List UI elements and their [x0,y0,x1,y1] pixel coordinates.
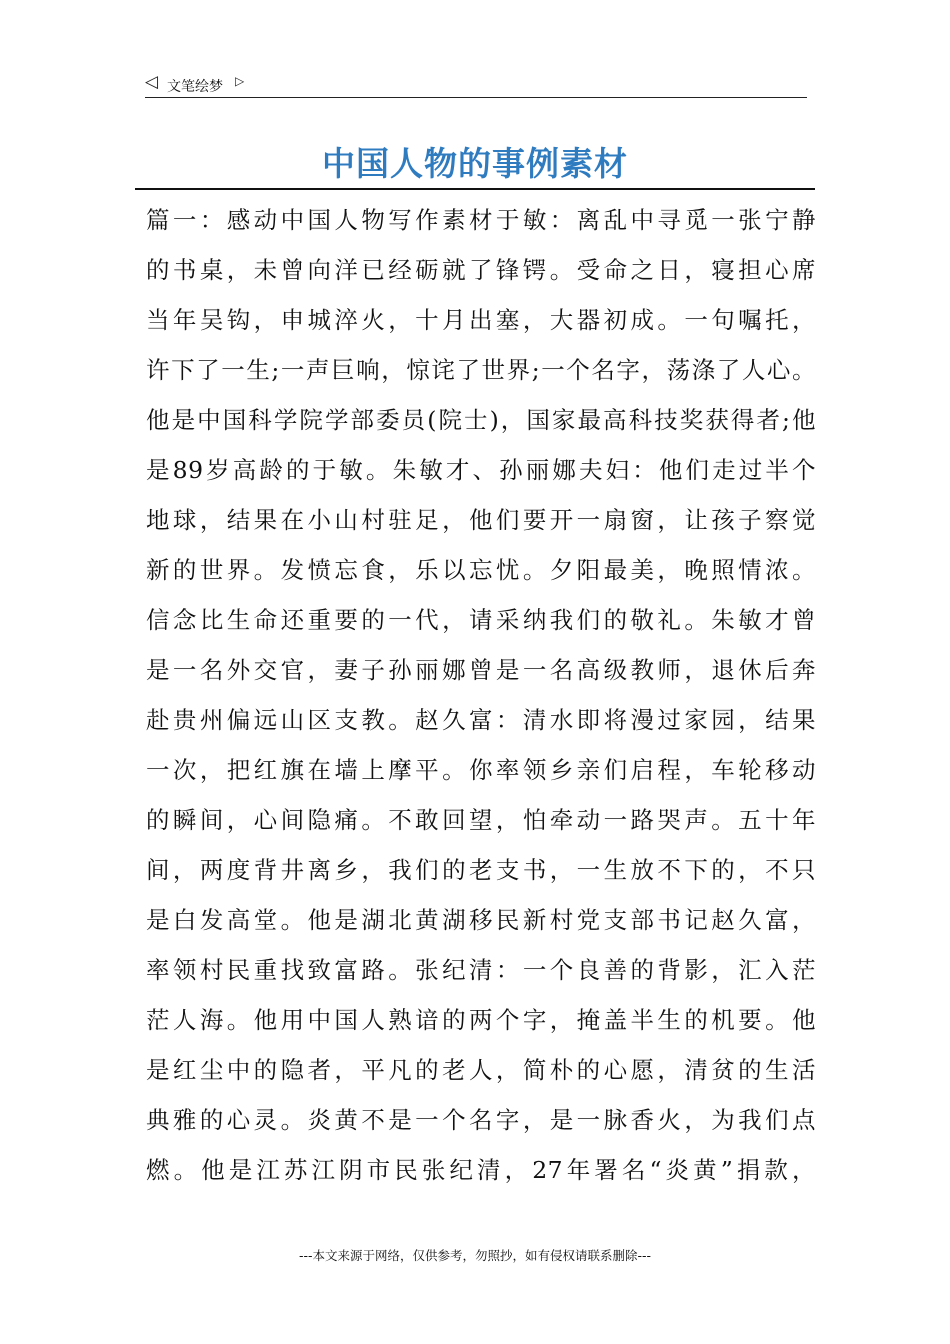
text-line: 篇一：感动中国人物写作素材于敏：离乱中寻觅一张宁静 [146,206,816,234]
text-line: 茫人海。他用中国人熟谙的两个字，掩盖半生的机要。他 [146,1006,816,1034]
text-line: 是一名外交官，妻子孙丽娜曾是一名高级教师，退休后奔 [146,656,816,684]
text-line: 典雅的心灵。炎黄不是一个名字，是一脉香火，为我们点 [146,1106,816,1134]
text-line: 间，两度背井离乡，我们的老支书，一生放不下的，不只 [146,856,816,884]
text-line: 一次，把红旗在墙上摩平。你率领乡亲们启程，车轮移动 [146,756,816,784]
brand-name: 文笔绘梦 [167,79,223,95]
text-line: 许下了一生;一声巨响，惊诧了世界;一个名字，荡涤了人心。 [146,356,816,384]
page-header [145,74,807,98]
text-line: 是红尘中的隐者，平凡的老人，简朴的心愿，清贫的生活 [146,1056,816,1084]
body-text [146,195,816,1195]
text-line: 是89岁高龄的于敏。朱敏才、孙丽娜夫妇：他们走过半个 [146,456,816,484]
left-triangle-icon: ◁ [145,72,159,92]
header-divider [145,97,807,98]
text-line: 的瞬间，心间隐痛。不敢回望，怕牵动一路哭声。五十年 [146,806,816,834]
document-title: 中国人物的事例素材 [322,144,628,183]
right-triangle-icon: ▷ [235,74,245,88]
text-line: 新的世界。发愤忘食，乐以忘忧。夕阳最美，晚照情浓。 [146,556,816,584]
text-line: 信念比生命还重要的一代，请采纳我们的敬礼。朱敏才曾 [146,606,816,634]
text-line: 燃。他是江苏江阴市民张纪清，27年署名“炎黄”捐款， [146,1156,816,1184]
text-line: 他是中国科学院学部委员(院士)，国家最高科技奖获得者;他 [146,406,816,434]
text-line: 的书桌，未曾向洋已经砺就了锋锷。受命之日，寝担心席 [146,256,816,284]
text-line: 率领村民重找致富路。张纪清：一个良善的背影，汇入茫 [146,956,816,984]
text-line: 地球，结果在小山村驻足，他们要开一扇窗，让孩子察觉 [146,506,816,534]
text-line: 赴贵州偏远山区支教。赵久富：清水即将漫过家园，结果 [146,706,816,734]
page-footer-disclaimer: ---本文来源于网络，仅供参考，勿照抄，如有侵权请联系删除--- [298,1248,652,1263]
title-divider [135,188,815,190]
text-line: 当年吴钩，申城淬火，十月出塞，大器初成。一句嘱托， [146,306,816,334]
text-line: 是白发高堂。他是湖北黄湖移民新村党支部书记赵久富， [146,906,816,934]
